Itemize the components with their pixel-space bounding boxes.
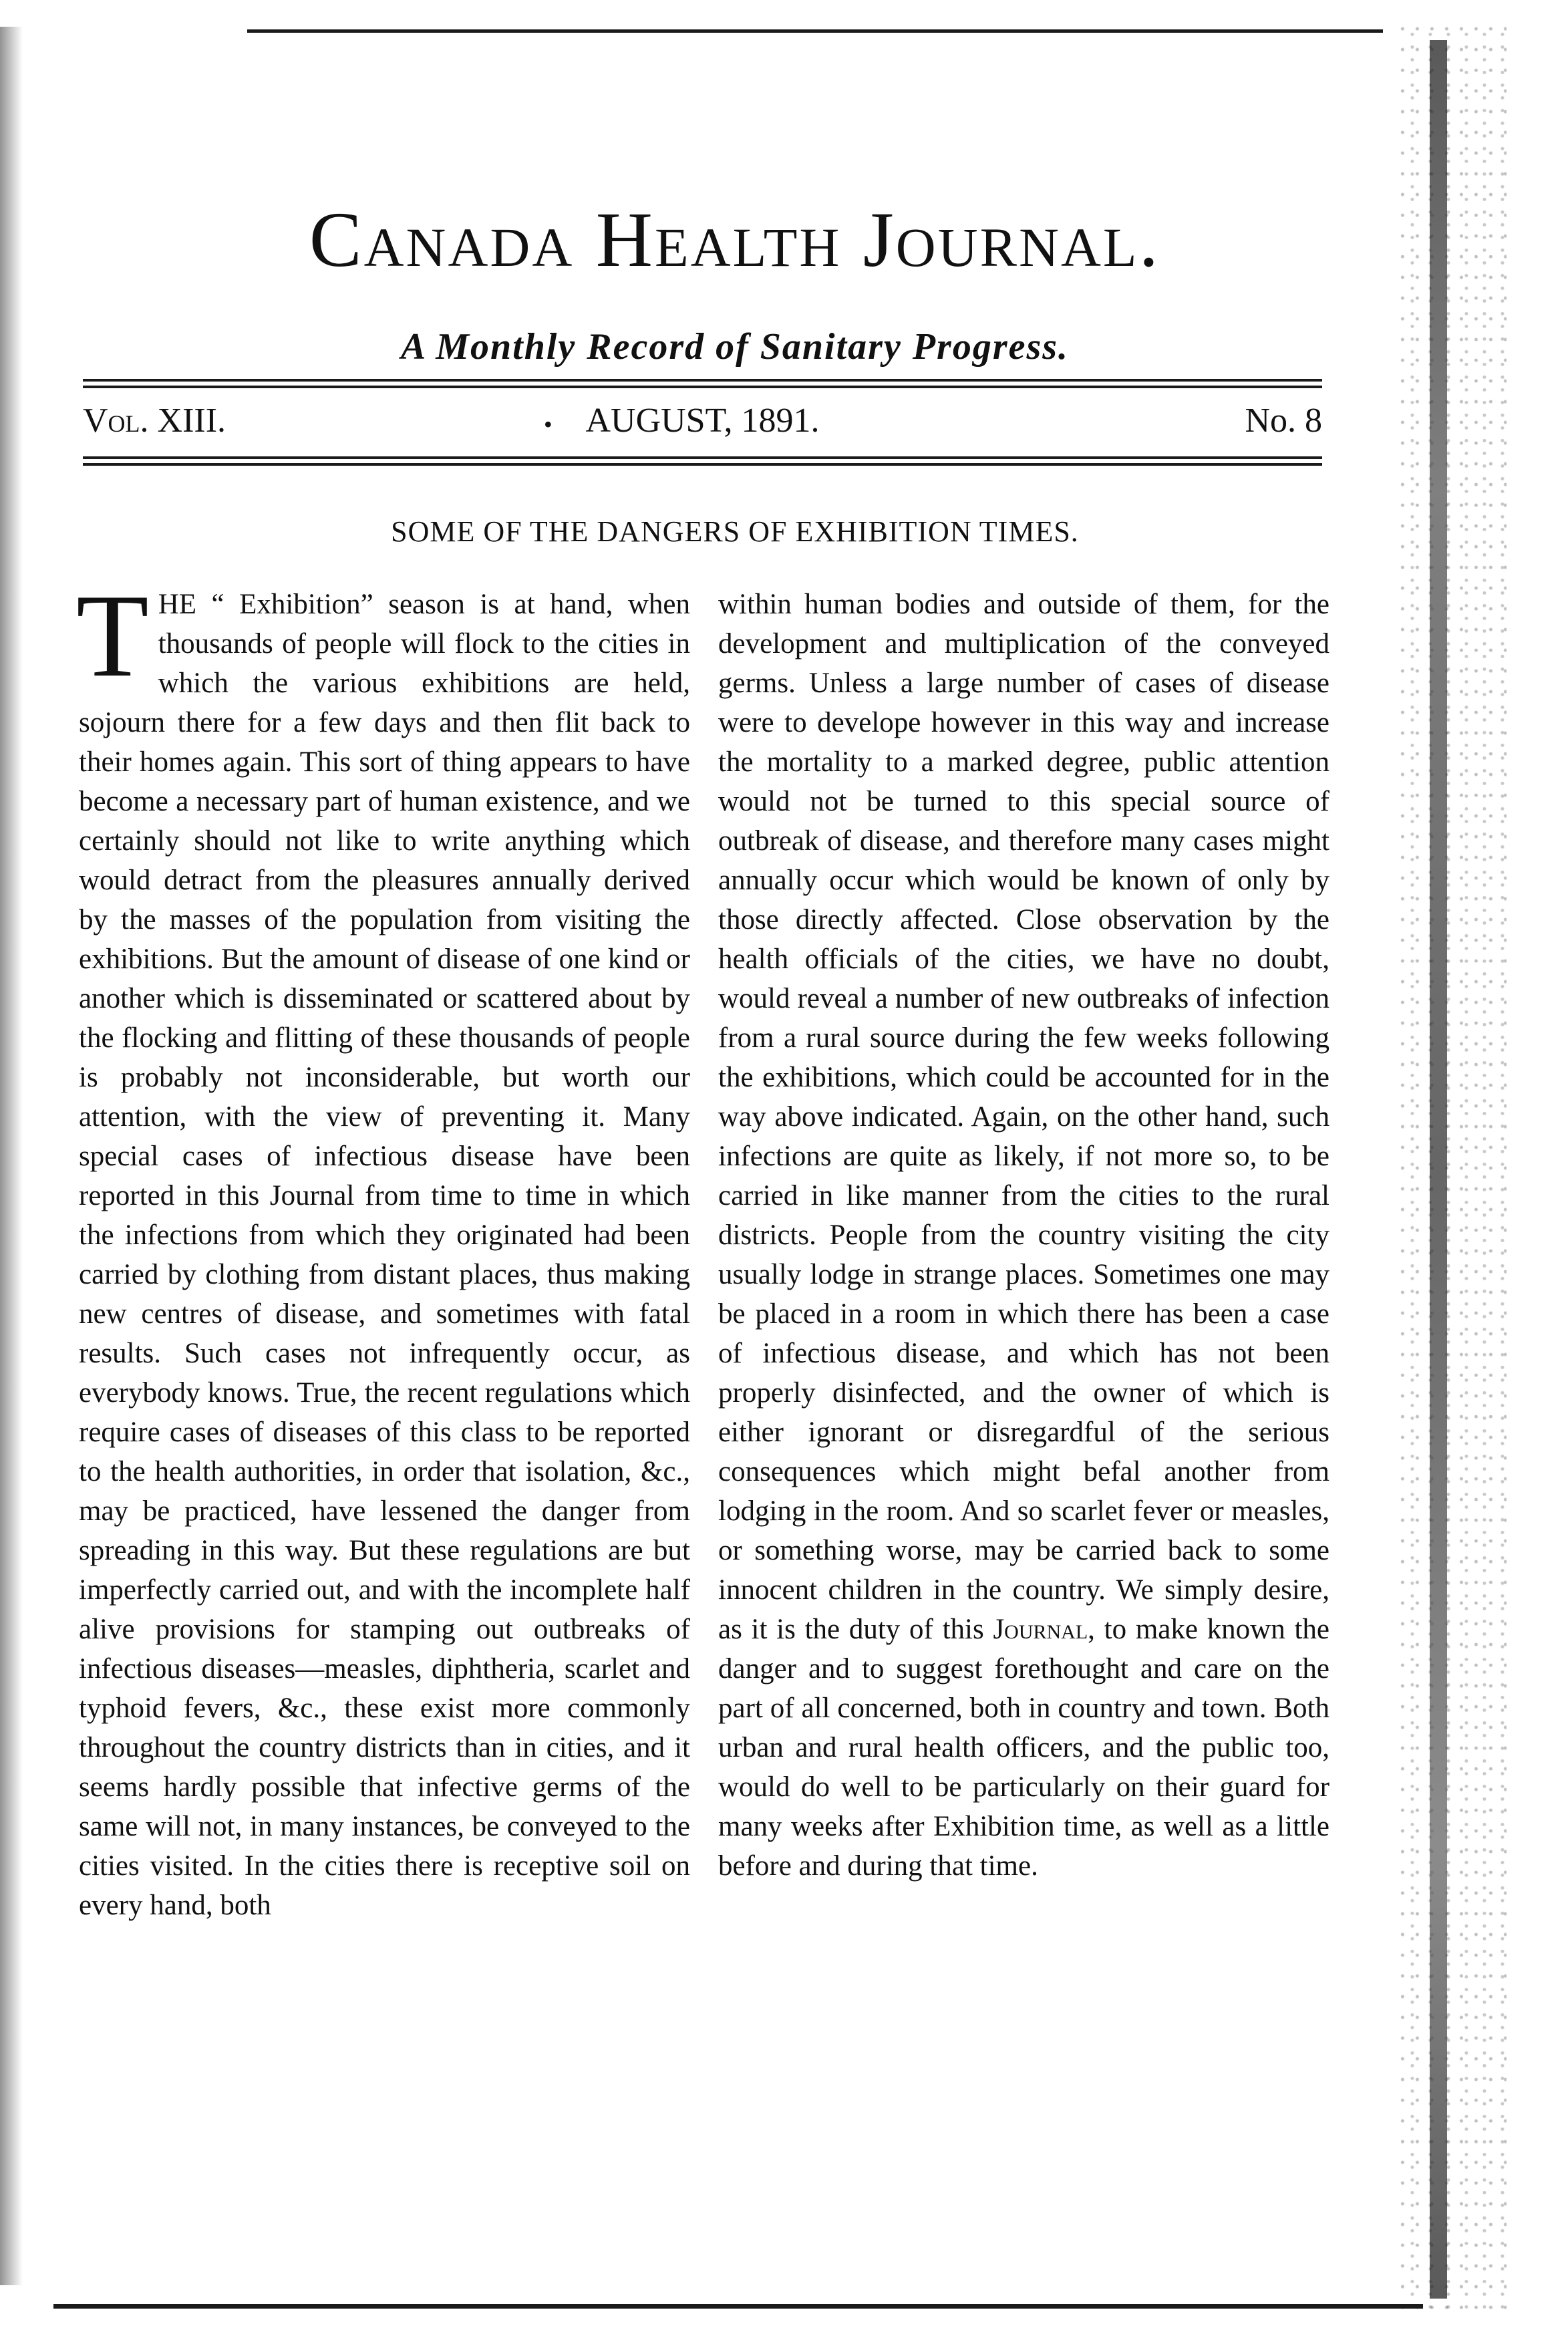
scan-left-edge <box>0 27 23 2285</box>
left-column-text: HE “ Exhibition” season is at hand, when thousands of people will flock to the cities in which the various exhibitions are held, sojourn there for a few days and then flit back to their homes again. This sort of thing appears to have become a necessary part of human existence, and we certainly should not like to write anything which would detract from the pleasures annually derived by the masses of the population from visiting the exhibitions. But the amount of disease of one kind or another which is disseminated or scattered about by the flocking and flitting of these thousands of people is probably not inconsiderable, but worth our attention, with the view of preventing it. Many special cases of infectious disease have been reported in this Journal from time to time in which the infections from which they originated had been carried by clothing from distant places, thus making new centres of disease, and sometimes with fatal results. Such cases not infrequently occur, as everybody knows. True, the recent regulations which require cases of diseases of this class to be reported to the health authorities, in order that isolation, &c., may be practiced, have lessened the danger from spreading in this way. But these regulations are but imperfectly carried out, and with the incomplete half alive provisions for stamping out outbreaks of infectious diseases—measles, diphtheria, scarlet and typhoid fevers, &c., these exist more commonly throughout the country districts than in cities, and it seems hardly possible that infective germs of the same will not, in many instances, be conveyed to the cities visited. In the cities there is receptive soil on every hand, both <box>79 589 690 1921</box>
header-rule-top <box>83 379 1322 388</box>
bottom-rule <box>53 2304 1423 2309</box>
journal-word: Journal <box>993 1614 1088 1645</box>
scan-right-edge-speckle <box>1400 27 1507 2312</box>
article-column-left <box>76 569 690 1925</box>
volume-label: Vol. XIII. <box>83 402 226 440</box>
issue-date: AUGUST, 1891. <box>585 402 820 440</box>
top-rule <box>247 29 1383 33</box>
issue-line <box>83 401 1322 448</box>
separator-dot: • <box>544 411 553 438</box>
issue-number: No. 8 <box>1245 402 1322 440</box>
journal-title: Canada Health Journal. <box>309 196 1161 283</box>
article-column-right <box>718 585 1329 1886</box>
article-title: SOME OF THE DANGERS OF EXHIBITION TIMES. <box>391 515 1079 548</box>
journal-subtitle: A Monthly Record of Sanitary Progress. <box>400 326 1070 368</box>
header-rule-bottom <box>83 456 1322 466</box>
drop-cap: T <box>76 569 149 702</box>
right-column-text-before: within human bodies and outside of them, for the development and multiplication of the conveyed germs. Unless a large number of cases of disease were to develope however in this way and increase the mortality to a marked degree, public attention would not be turned to this special source of outbreak of disease, and therefore many cases might annually occur which would be known of only by those directly affected. Close observation by the health officials of the cities, we have no doubt, would reveal a number of new outbreaks of infection from a rural source during the few weeks following the exhibitions, which could be accounted for in the way above indicated. Again, on the other hand, such infections are quite as likely, if not more so, to be carried in like manner from the cities to the rural districts. People from the country visiting the city usually lodge in strange places. Sometimes one may be placed in a room in which there has been a case of infectious disease, and which has not been properly disinfected, and the owner of which is either ignorant or disregardful of the serious consequences which might befal another from lodging in the room. And so scarlet fever or measles, or something worse, may be carried back to some innocent children in the country. We simply desire, as it is the duty of this <box>718 589 1329 1645</box>
scan-right-edge <box>1430 40 1447 2299</box>
right-column-text-after: , to make known the danger and to suggest forethought and care on the part of all concerned, both in country and town. Both urban and rural health officers, and the public too, would do well to be particularly on their guard for many weeks after Exhibition time, as well as a little before and during that time. <box>718 1614 1329 1882</box>
